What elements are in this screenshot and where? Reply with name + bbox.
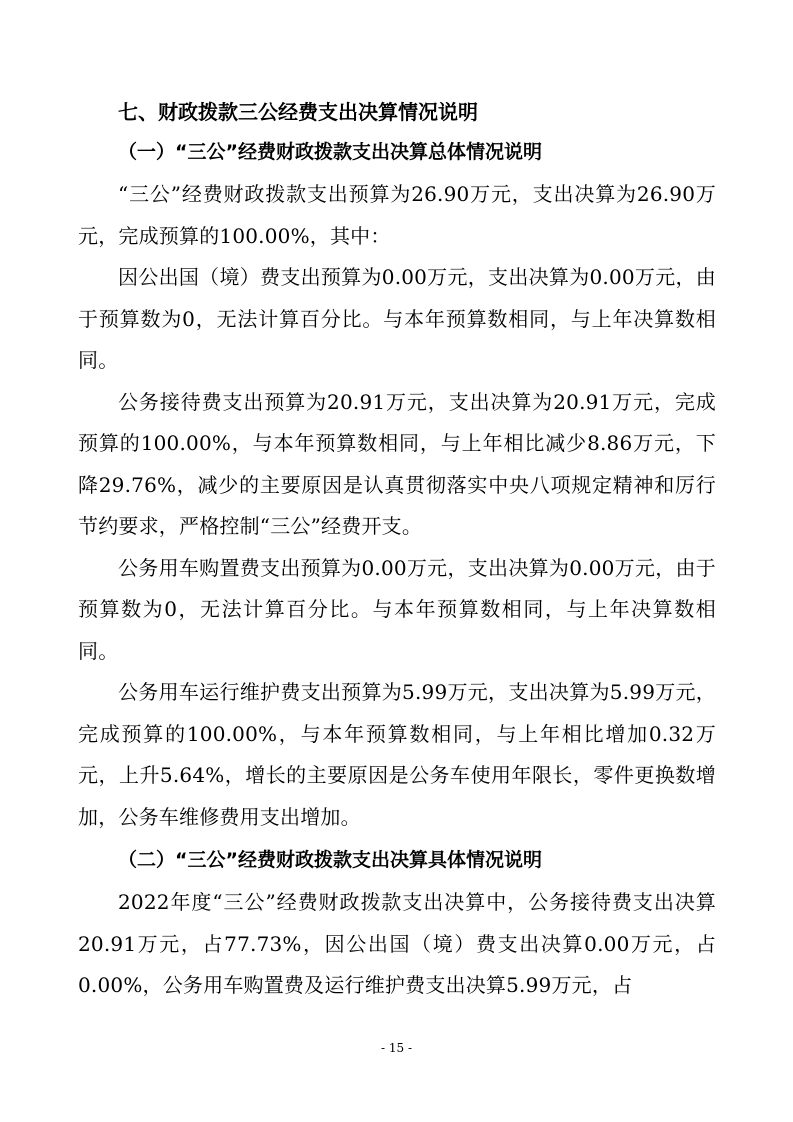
paragraph-official-reception: 公务接待费支出预算为20.91万元，支出决算为20.91万元，完成预算的100.00%，与本年预算数相同，与上年相比减少8.86万元，下降29.76%，减少的主要原因是认真贯彻落实中央八项规定精神和厉行节约要求，严格控制“三公”经费开支。 bbox=[78, 389, 716, 538]
paragraph-overall-summary: “三公”经费财政拨款支出预算为26.90万元，支出决算为26.90万元，完成预算的100.00%，其中： bbox=[78, 182, 716, 248]
paragraph-vehicle-maintenance: 公务用车运行维护费支出预算为5.99万元，支出决算为5.99万元，完成预算的100.00%，与本年预算数相同，与上年相比增加0.32万元，上升5.64%，增长的主要原因是公务车使用年限长，零件更换数增加，公务车维修费用支出增加。 bbox=[78, 680, 716, 829]
page-number: - 15 - bbox=[380, 1041, 412, 1055]
section-heading-main: 七、财政拨款三公经费支出决算情况说明 bbox=[118, 100, 478, 124]
paragraph-vehicle-purchase: 公务用车购置费支出预算为0.00万元，支出决算为0.00万元，由于预算数为0，无法计算百分比。与本年预算数相同，与上年决算数相同。 bbox=[78, 555, 716, 663]
paragraph-detail-breakdown: 2022年度“三公”经费财政拨款支出决算中，公务接待费支出决算20.91万元，占77.73%，因公出国（境）费支出决算0.00万元，占0.00%，公务用车购置费及运行维护费支出决算5.99万元，占 bbox=[78, 890, 716, 997]
subsection-heading-detail: （二）“三公”经费财政拨款支出决算具体情况说明 bbox=[118, 849, 542, 871]
document-page bbox=[78, 96, 716, 1007]
subsection-heading-overall: （一）“三公”经费财政拨款支出决算总体情况说明 bbox=[118, 141, 542, 163]
paragraph-overseas-travel: 因公出国（境）费支出预算为0.00万元，支出决算为0.00万元，由于预算数为0，无法计算百分比。与本年预算数相同，与上年决算数相同。 bbox=[78, 265, 716, 372]
